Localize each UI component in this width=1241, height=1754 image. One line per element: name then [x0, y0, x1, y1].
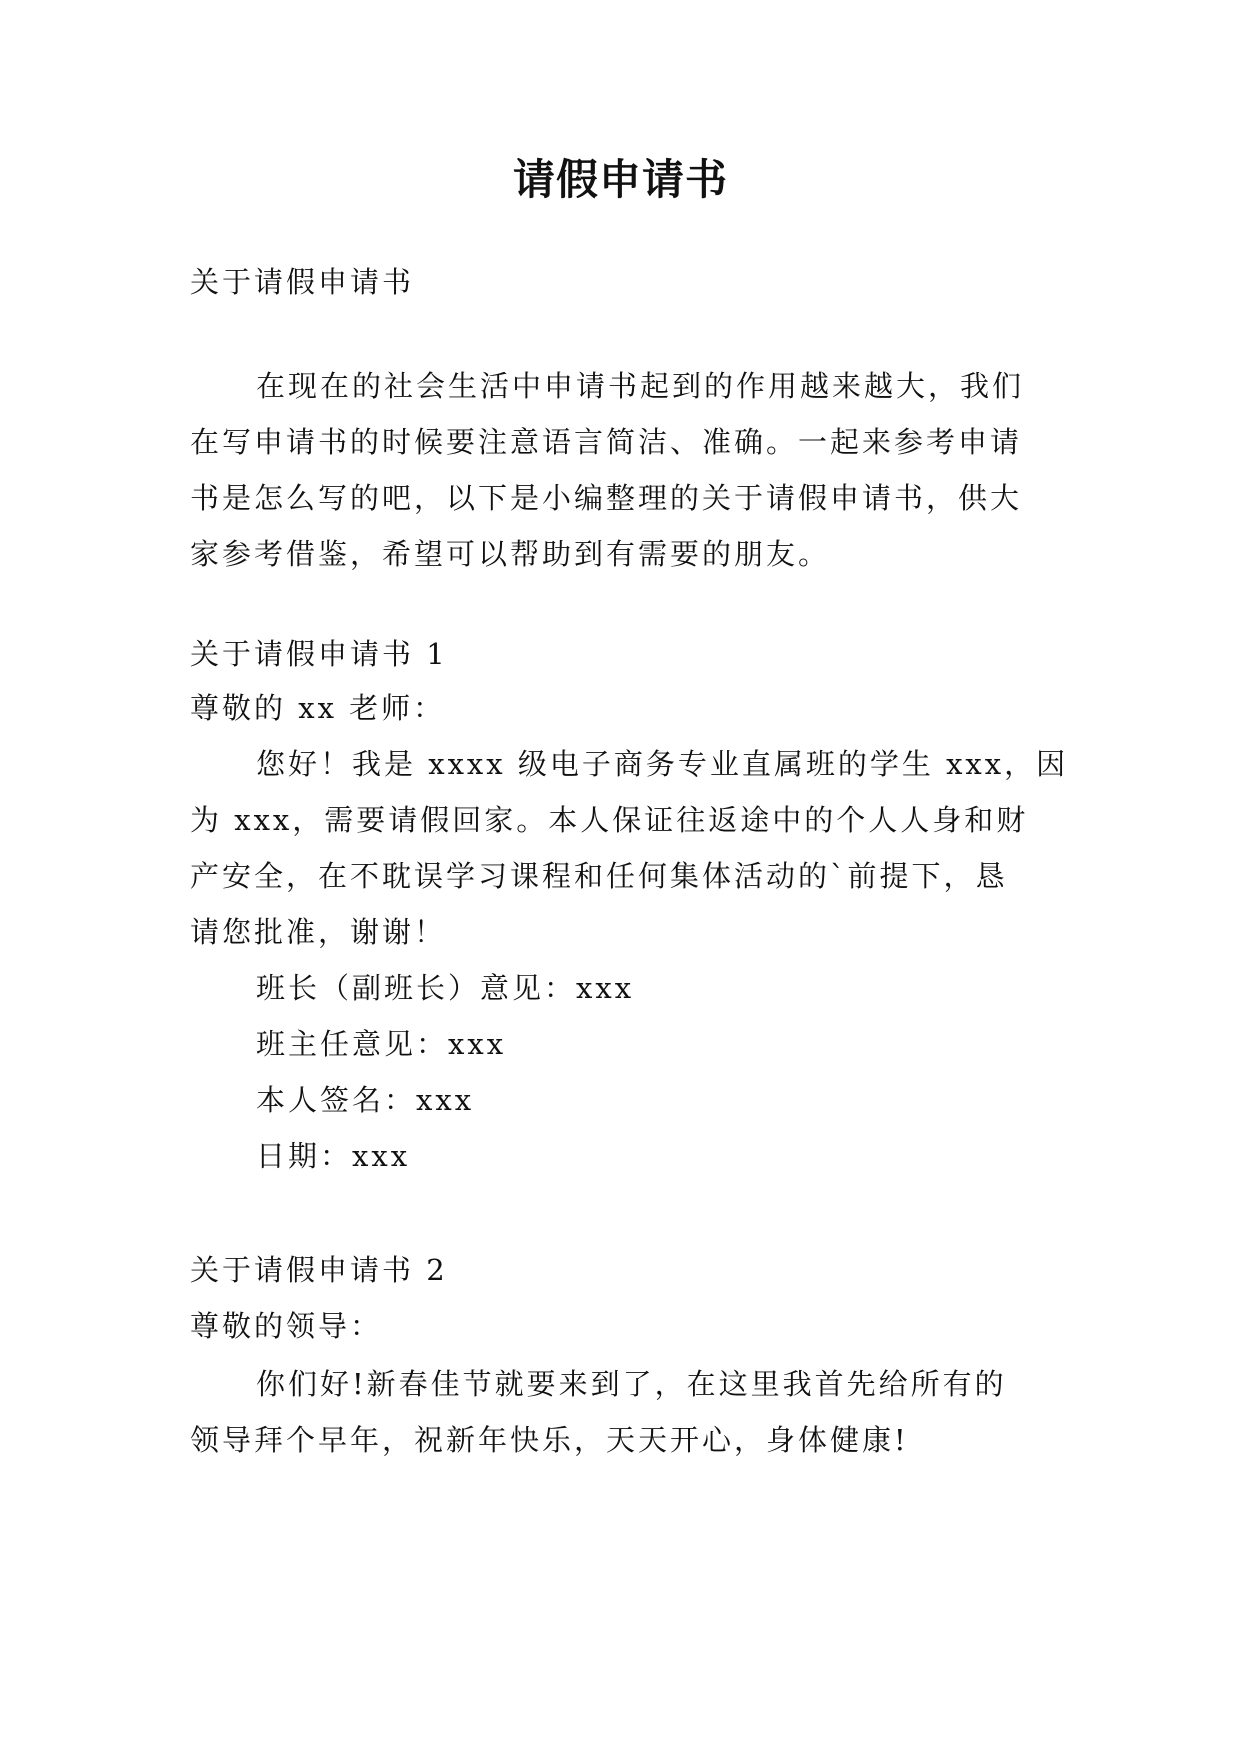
date-field: 日期：xxx [256, 1139, 411, 1173]
signature-field: 本人签名：xxx [256, 1083, 475, 1117]
section1-body-line: 您好！我是 xxxx 级电子商务专业直属班的学生 xxx，因 [256, 747, 1069, 781]
section2-salutation: 尊敬的领导： [190, 1309, 383, 1343]
section1-salutation: 尊敬的 xx 老师： [190, 691, 446, 725]
section2-body-line: 你们好!新春佳节就要来到了，在这里我首先给所有的 [256, 1367, 1007, 1401]
document-subtitle: 关于请假申请书 [190, 265, 415, 299]
section1-body-line: 产安全，在不耽误学习课程和任何集体活动的`前提下，恳 [190, 859, 1008, 893]
intro-line: 书是怎么写的吧，以下是小编整理的关于请假申请书，供大 [190, 481, 1023, 515]
section2-body-line: 领导拜个早年，祝新年快乐，天天开心，身体健康! [190, 1423, 909, 1457]
intro-line: 家参考借鉴，希望可以帮助到有需要的朋友。 [190, 537, 831, 571]
section1-body-line: 请您批准，谢谢！ [190, 915, 447, 949]
intro-line: 在写申请书的时候要注意语言简洁、准确。一起来参考申请 [190, 425, 1023, 459]
document-title: 请假申请书 [512, 155, 728, 204]
section2-heading: 关于请假申请书 2 [190, 1253, 448, 1287]
monitor-opinion-field: 班长（副班长）意见：xxx [256, 971, 635, 1005]
section1-heading: 关于请假申请书 1 [190, 637, 448, 671]
head-teacher-opinion-field: 班主任意见：xxx [256, 1027, 507, 1061]
intro-line: 在现在的社会生活中申请书起到的作用越来越大，我们 [256, 369, 1025, 403]
section1-body-line: 为 xxx，需要请假回家。本人保证往返途中的个人人身和财 [190, 803, 1029, 837]
